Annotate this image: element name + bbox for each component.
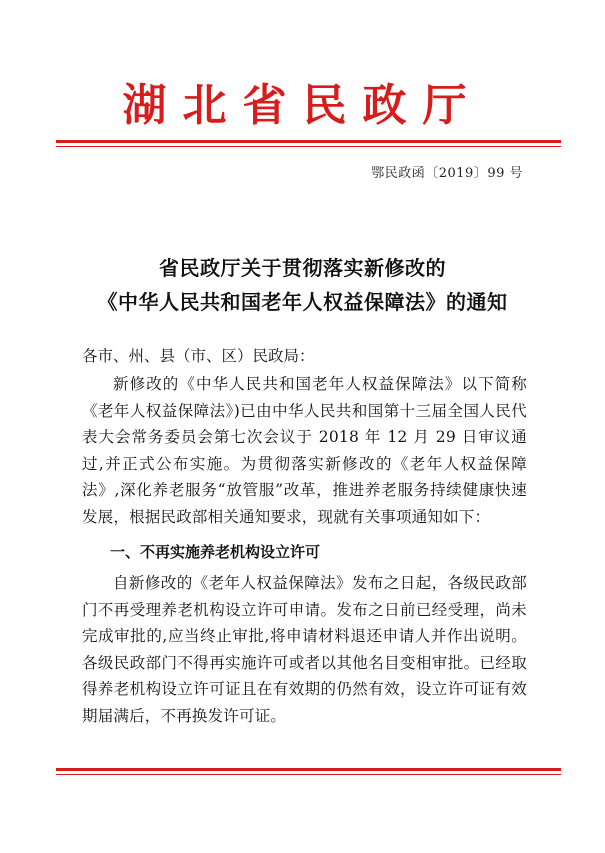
document-number: 鄂民政函〔2019〕99 号 (371, 166, 523, 181)
salutation: 各市、州、县（市、区）民政局： (82, 347, 315, 365)
header-rule-thin (56, 146, 561, 147)
body-paragraph-1: 新修改的《中华人民共和国老年人权益保障法》以下简称《老年人权益保障法》)已由中华人民共和国第十三届全国人民代表大会常务委员会第七次会议于 2018 年 12 月 29 日审议通过,并正式公布实施。为贯彻落实新修改的《老年人权益保障法》,深化养老服务“放管服”改革，推进养老服务持续健康快速发展，根据民政部相关通知要求，现就有关事项通知如下： (82, 375, 527, 526)
footer-rule-thick (56, 768, 561, 771)
organization-title: 湖北省民政厅 (122, 80, 483, 131)
section-heading-1: 一、不再实施养老机构设立许可 (110, 543, 321, 561)
document-title-line1: 省民政厅关于贯彻落实新修改的 (159, 256, 446, 280)
document-title-line2: 《中华人民共和国老年人权益保障法》的通知 (97, 290, 508, 314)
footer-rule-thin (56, 774, 561, 775)
body-paragraph-2: 自新修改的《老年人权益保障法》发布之日起，各级民政部门不再受理养老机构设立许可申请。发布之日前已经受理，尚未完成审批的,应当终止审批,将申请材料退还申请人并作出说明。各级民政部门不得再实施许可或者以其他名目变相审批。已经取得养老机构设立许可证且在有效期的仍然有效，设立许可证有效期届满后，不再换发许可证。 (82, 574, 527, 725)
header-rule-thick (56, 140, 561, 143)
